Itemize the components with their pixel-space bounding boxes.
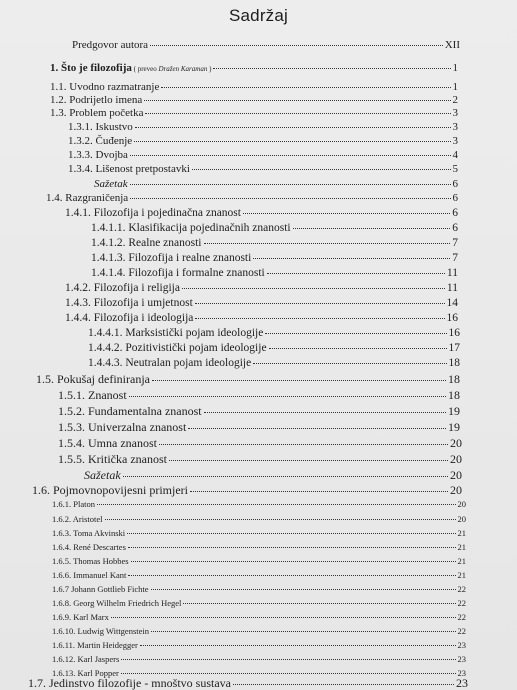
toc-summary-entry xyxy=(94,179,458,190)
toc-entry-page: 19 xyxy=(448,404,460,418)
toc-entry-page: 6 xyxy=(452,207,458,219)
toc-entry xyxy=(68,150,458,161)
toc-entry xyxy=(50,108,458,119)
toc-entry-label: 1.4.1.4. Filozofija i formalne znanosti xyxy=(91,267,265,279)
dot-leader xyxy=(135,127,451,128)
toc-entry-page: 20 xyxy=(457,514,466,524)
toc-entry-page: 19 xyxy=(448,420,460,434)
toc-entry-label: 1.4.1.2. Realne znanosti xyxy=(91,237,202,249)
toc-entry-label: 1.4.3. Filozofija i umjetnost xyxy=(65,297,193,309)
toc-entry-page: 7 xyxy=(452,237,458,249)
toc-entry-page: 22 xyxy=(457,598,466,608)
toc-entry xyxy=(88,343,460,355)
dot-leader xyxy=(152,380,446,381)
dot-leader xyxy=(253,363,446,364)
toc-entry-label: Sažetak xyxy=(94,178,128,190)
toc-entry-page: 14 xyxy=(446,297,458,309)
toc-entry-page: 20 xyxy=(450,436,462,450)
toc-entry-page: 1 xyxy=(452,81,458,93)
toc-entry-label: 1.6.10. Ludwig Wittgenstein xyxy=(52,626,150,636)
dot-leader xyxy=(253,258,450,259)
dot-leader xyxy=(267,273,445,274)
dot-leader xyxy=(190,491,448,492)
dot-leader xyxy=(127,533,455,534)
toc-entry xyxy=(58,437,462,449)
toc-chapter-entry xyxy=(50,63,458,74)
dot-leader xyxy=(151,631,455,632)
translator-name: Dražen Karaman xyxy=(158,65,208,73)
dot-leader xyxy=(204,243,451,244)
toc-entry-label: 1.6.12. Karl Jaspers xyxy=(52,654,120,664)
toc-entry xyxy=(52,500,466,509)
toc-entry-label: 1.4.1. Filozofija i pojedinačna znanost xyxy=(65,207,241,219)
toc-entry-page: 6 xyxy=(452,192,458,204)
toc-entry xyxy=(68,122,458,133)
toc-entry-label: 1.4.4.1. Marksistički pojam ideologije xyxy=(88,327,264,339)
toc-entry xyxy=(58,453,462,465)
toc-entry-label: 1.4.1.3. Filozofija i realne znanosti xyxy=(91,252,252,264)
toc-entry-page: 18 xyxy=(448,388,460,402)
toc-entry xyxy=(52,557,466,566)
dot-leader xyxy=(243,213,450,214)
toc-entry-page: 22 xyxy=(457,584,466,594)
dot-leader xyxy=(129,396,446,397)
toc-entry-label: 1.7. Jedinstvo filozofije - mnoštvo sustava xyxy=(28,676,231,690)
toc-entry-label: 1.3. Problem početka xyxy=(50,107,144,119)
toc-entry-label: 1.4. Razgraničenja xyxy=(46,192,129,204)
toc-entry-label: 1.4.4. Filozofija i ideologija xyxy=(65,312,194,324)
dot-leader xyxy=(121,673,456,674)
toc-entry xyxy=(52,571,466,580)
dot-leader xyxy=(265,333,446,334)
dot-leader xyxy=(195,303,445,304)
toc-entry-page: XII xyxy=(444,39,460,51)
toc-entry-page: 21 xyxy=(457,570,466,580)
dot-leader xyxy=(140,645,456,646)
dot-leader xyxy=(130,155,451,156)
toc-entry-label: 1.5.4. Umna znanost xyxy=(58,436,157,450)
toc-entry-page: 20 xyxy=(450,468,462,482)
toc-entry-page: 3 xyxy=(452,121,458,133)
toc-entry-page: 20 xyxy=(450,483,462,497)
toc-entry-page: 5 xyxy=(452,163,458,175)
toc-entry xyxy=(32,484,462,496)
toc-entry xyxy=(88,358,460,370)
toc-entry xyxy=(58,389,460,401)
toc-entry-page: 6 xyxy=(452,222,458,234)
toc-entry-page: 6 xyxy=(452,178,458,190)
toc-entry xyxy=(52,613,466,622)
toc-entry-page: 16 xyxy=(448,327,460,339)
toc-entry-label: 1.3.3. Dvojba xyxy=(68,149,128,161)
toc-entry xyxy=(72,40,460,51)
toc-entry xyxy=(91,238,458,250)
toc-entry xyxy=(68,136,458,147)
toc-entry xyxy=(65,283,458,295)
toc-entry-page: 18 xyxy=(448,357,460,369)
toc-entry xyxy=(58,421,460,433)
toc-entry xyxy=(36,373,460,385)
toc-entry xyxy=(52,641,466,650)
toc-entry-label: 1.5. Pokušaj definiranja xyxy=(36,372,150,386)
toc-entry-label: 1.4.2. Filozofija i religija xyxy=(65,282,180,294)
dot-leader xyxy=(121,659,455,660)
toc-entry-page: 23 xyxy=(457,668,466,678)
dot-leader xyxy=(97,504,456,505)
toc-entry-page: 22 xyxy=(457,626,466,636)
toc-entry-label: 1.6.3. Toma Akvinski xyxy=(52,528,126,538)
dot-leader xyxy=(182,288,445,289)
toc-entry-page: 2 xyxy=(452,94,458,106)
dot-leader xyxy=(123,476,448,477)
toc-entry-label: 1.6.6. Immanuel Kant xyxy=(52,570,127,580)
dot-leader xyxy=(183,603,455,604)
toc-entry-label: 1.5.3. Univerzalna znanost xyxy=(58,420,187,434)
toc-entry xyxy=(28,677,468,689)
dot-leader xyxy=(161,87,450,88)
toc-entry xyxy=(65,208,458,220)
toc-entry-label: Sažetak xyxy=(84,468,121,482)
dot-leader xyxy=(269,348,447,349)
toc-entry-label: 1.6.7 Johann Gottlieb Fichte xyxy=(52,584,149,594)
dot-leader xyxy=(134,141,450,142)
toc-entry-page: 21 xyxy=(457,542,466,552)
toc-entry-page: 4 xyxy=(452,149,458,161)
toc-entry-label: 1.6.11. Martin Heidegger xyxy=(52,640,138,650)
toc-entry-label: 1.6.4. René Descartes xyxy=(52,542,126,552)
toc-entry-page: 18 xyxy=(448,372,460,386)
toc-entry xyxy=(91,253,458,265)
dot-leader xyxy=(192,169,451,170)
toc-entry-page: 21 xyxy=(457,556,466,566)
toc-entry-label: 1.6.8. Georg Wilhelm Friedrich Hegel xyxy=(52,598,182,608)
toc-entry xyxy=(52,599,466,608)
toc-entry xyxy=(52,627,466,636)
toc-entry-page: 20 xyxy=(450,452,462,466)
toc-entry-label: 1.6.2. Aristotel xyxy=(52,514,103,524)
toc-entry-label: 1.3.4. Lišenost pretpostavki xyxy=(68,163,190,175)
toc-entry-page: 1 xyxy=(452,62,458,74)
dot-leader xyxy=(169,460,448,461)
toc-entry-label: 1.4.1.1. Klasifikacija pojedinačnih znanosti xyxy=(91,222,291,234)
toc-entry-page: 3 xyxy=(452,107,458,119)
dot-leader xyxy=(150,45,443,46)
toc-entry-label: 1.3.2. Čuđenje xyxy=(68,135,133,147)
toc-entry xyxy=(52,585,466,594)
page-title: Sadržaj xyxy=(228,6,289,25)
dot-leader xyxy=(144,100,450,101)
toc-entry xyxy=(65,298,458,310)
toc-entry-page: 7 xyxy=(452,252,458,264)
toc-entry-page: 11 xyxy=(446,267,458,279)
toc-entry-page: 23 xyxy=(457,654,466,664)
dot-leader xyxy=(105,519,456,520)
toc-entry xyxy=(58,405,460,417)
toc-entry-label: Predgovor autora xyxy=(72,39,149,51)
dot-leader xyxy=(159,444,448,445)
toc-entry-page: 21 xyxy=(457,528,466,538)
toc-entry-page: 11 xyxy=(446,282,458,294)
toc-entry xyxy=(46,193,458,204)
toc-entry-page: 17 xyxy=(448,342,460,354)
toc-entry-label: 1.3.1. Iskustvo xyxy=(68,121,133,133)
toc-entry-page: 22 xyxy=(457,612,466,622)
toc-entry-label: 1.5.1. Znanost xyxy=(58,388,127,402)
toc-entry xyxy=(52,529,466,538)
toc-entry-label: 1.1. Uvodno razmatranje xyxy=(50,81,160,93)
dot-leader xyxy=(131,561,456,562)
toc-entry xyxy=(91,268,458,280)
dot-leader xyxy=(151,589,456,590)
toc-entry-label: 1.6. Pojmovnopovijesni primjeri xyxy=(32,483,188,497)
toc-entry-label: 1.4.4.3. Neutralan pojam ideologije xyxy=(88,357,252,369)
dot-leader xyxy=(195,318,444,319)
dot-leader xyxy=(130,184,451,185)
dot-leader xyxy=(145,113,450,114)
toc-entry-label: 1.6.9. Karl Marx xyxy=(52,612,109,622)
toc-entry xyxy=(91,223,458,235)
dot-leader xyxy=(293,228,451,229)
dot-leader xyxy=(130,198,450,199)
toc-entry xyxy=(68,164,458,175)
dot-leader xyxy=(188,428,446,429)
toc-entry xyxy=(65,313,458,325)
toc-entry-page: 20 xyxy=(457,499,466,509)
toc-entry-page: 16 xyxy=(446,312,458,324)
dot-leader xyxy=(204,412,446,413)
toc-entry xyxy=(50,95,458,106)
toc-entry xyxy=(52,515,466,524)
toc-summary-entry xyxy=(84,469,462,481)
toc-entry-label: 1.5.2. Fundamentalna znanost xyxy=(58,404,202,418)
toc-entry-label: 1.6.13. Karl Popper xyxy=(52,668,119,678)
toc-entry-page: 3 xyxy=(452,135,458,147)
dot-leader xyxy=(233,684,454,685)
toc-entry-label: 1.6.5. Thomas Hobbes xyxy=(52,556,129,566)
dot-leader xyxy=(128,575,455,576)
dot-leader xyxy=(111,617,456,618)
toc-entry-label: 1. Što je filozofija xyxy=(50,62,132,74)
toc-entry xyxy=(52,543,466,552)
toc-entry xyxy=(50,82,458,93)
toc-entry xyxy=(88,328,460,340)
toc-entry-label: 1.4.4.2. Pozitivistički pojam ideologije xyxy=(88,342,267,354)
toc-entry-page: 23 xyxy=(457,640,466,650)
translator-note: ( preveo Dražen Karaman ) xyxy=(133,65,212,73)
toc-entry-label: 1.6.1. Platon xyxy=(52,499,95,509)
toc-entry-page: 23 xyxy=(456,676,468,690)
dot-leader xyxy=(213,68,450,69)
toc-entry-label: 1.2. Podrijetlo imena xyxy=(50,94,143,106)
toc-entry-label: 1.5.5. Kritička znanost xyxy=(58,452,167,466)
toc-entry xyxy=(52,655,466,664)
dot-leader xyxy=(128,547,456,548)
